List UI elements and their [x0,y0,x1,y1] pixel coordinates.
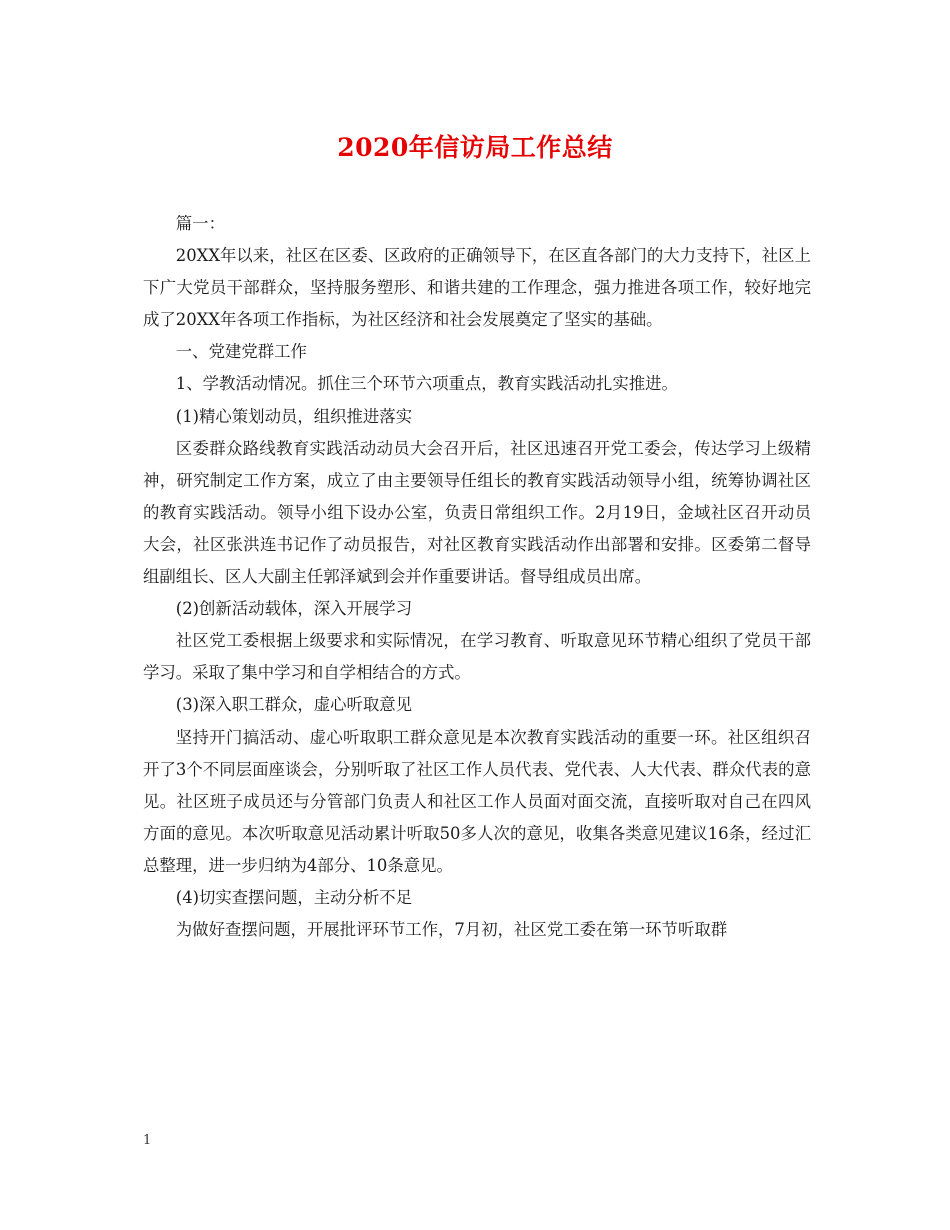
paragraph-problems: 为做好查摆问题，开展批评环节工作，7月初，社区党工委在第一环节听取群 [175,920,728,940]
subheading-2: (2)创新活动载体，深入开展学习 [175,599,413,619]
page-number: 1 [143,1133,152,1148]
heading-party-work: 一、党建党群工作 [175,342,307,362]
paragraph-study-activity: 1、学教活动情况。抓住三个环节六项重点，教育实践活动扎实推进。 [175,374,678,394]
subheading-1: (1)精心策划动员，组织推进落实 [175,406,413,426]
paragraph-study: 社区党工委根据上级要求和实际情况，在学习教育、听取意见环节精心组织了党员干部学习。采取了集中学习和自学相结合的方式。 [143,631,811,683]
subheading-4: (4)切实查摆问题，主动分析不足 [175,887,413,907]
document-title: 2020年信访局工作总结 [337,133,613,162]
subheading-3: (3)深入职工群众，虚心听取意见 [175,695,413,715]
document-body [143,208,811,946]
paragraph-intro: 20XX年以来，社区在区委、区政府的正确领导下，在区直各部门的大力支持下，社区上下广大党员干部群众，坚持服务塑形、和谐共建的工作理念，强力推进各项工作，较好地完成了20XX年各项工作指标，为社区经济和社会发展奠定了坚实的基础。 [143,246,811,330]
paragraph-section-label: 篇一： [175,214,225,233]
paragraph-mobilization: 区委群众路线教育实践活动动员大会召开后，社区迅速召开党工委会，传达学习上级精神，研究制定工作方案，成立了由主要领导任组长的教育实践活动领导小组，统筹协调社区的教育实践活动。领导小组下设办公室，负责日常组织工作。2月19日，金域社区召开动员大会，社区张洪连书记作了动员报告，对社区教育实践活动作出部署和安排。区委第二督导组副组长、区人大副主任郭泽斌到会并作重要讲话。督导组成员出席。 [143,438,811,587]
paragraph-opinions: 坚持开门搞活动、虚心听取职工群众意见是本次教育实践活动的重要一环。社区组织召开了3个不同层面座谈会，分别听取了社区工作人员代表、党代表、人大代表、群众代表的意见。社区班子成员还与分管部门负责人和社区工作人员面对面交流，直接听取对自己在四风方面的意见。本次听取意见活动累计听取50多人次的意见，收集各类意见建议16条，经过汇总整理，进一步归纳为4部分、10条意见。 [143,727,811,875]
